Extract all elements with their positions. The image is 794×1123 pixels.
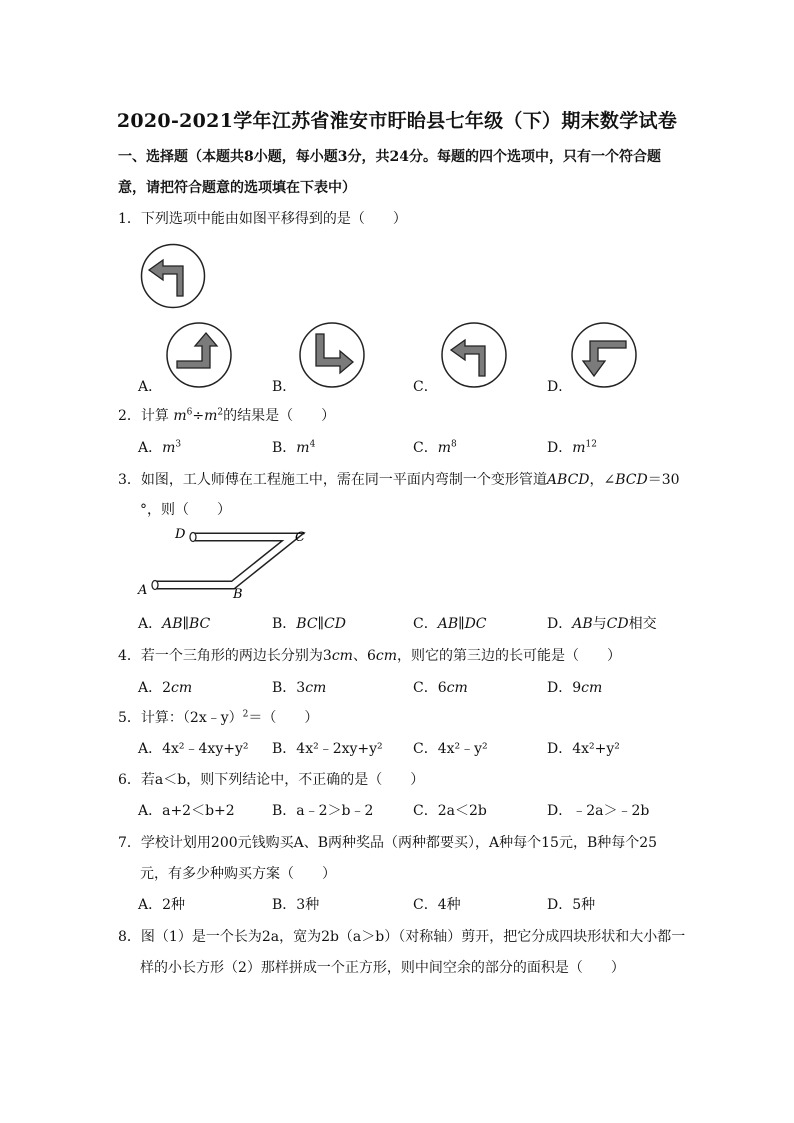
q3-pipe-figure bbox=[135, 525, 315, 600]
section-header-line2: 意，请把符合题意的选项填在下表中） bbox=[118, 180, 356, 196]
q4-option-c[interactable]: C．6cm bbox=[413, 680, 468, 696]
q4-option-d[interactable]: D．9cm bbox=[547, 680, 603, 696]
q3-option-b[interactable]: B．BC∥CD bbox=[272, 616, 346, 632]
q4-option-a[interactable]: A．2cm bbox=[138, 680, 193, 696]
q1-option-d-figure bbox=[570, 321, 638, 389]
q6-option-d[interactable]: D．﹣2a＞﹣2b bbox=[547, 803, 650, 819]
q7-option-a[interactable]: A．2种 bbox=[138, 897, 186, 913]
q3-option-a[interactable]: A．AB∥BC bbox=[138, 616, 211, 632]
q3-option-d[interactable]: D．AB与CD相交 bbox=[547, 616, 657, 632]
question-7-line1: 7．学校计划用200元钱购买A、B两种奖品（两种都要买），A种每个15元，B种每个25 bbox=[118, 835, 658, 851]
q1-option-d-label[interactable]: D． bbox=[547, 379, 573, 395]
section-header-line1: 一、选择题（本题共8小题，每小题3分，共24分。每题的四个选项中，只有一个符合题 bbox=[118, 149, 661, 165]
q7-option-c[interactable]: C．4种 bbox=[413, 897, 461, 913]
page-title: 2020-2021学年江苏省淮安市盱眙县七年级（下）期末数学试卷 bbox=[116, 110, 678, 132]
q3-label-c: C bbox=[295, 530, 305, 545]
q2-option-d[interactable]: D．$m^{12}$ bbox=[547, 439, 597, 456]
question-3-line1: 3．如图，工人师傅在工程施工中，需在同一平面内弯制一个变形管道ABCD，∠BCD＝30 bbox=[118, 472, 680, 488]
q6-option-a[interactable]: A．a+2＜b+2 bbox=[138, 803, 235, 819]
q5-option-a[interactable]: A．4x²﹣4xy+y² bbox=[138, 741, 249, 757]
q3-label-d: D bbox=[175, 527, 186, 542]
question-8-line1: 8．图（1）是一个长为2a，宽为2b（a＞b）（对称轴）剪开，把它分成四块形状和大小都一 bbox=[118, 929, 686, 945]
question-7-line2: 元，有多少种购买方案（ ） bbox=[140, 866, 336, 882]
q1-option-a-label[interactable]: A． bbox=[138, 379, 163, 395]
question-8-line2: 样的小长方形（2）那样拼成一个正方形，则中间空余的部分的面积是（ ） bbox=[140, 960, 625, 976]
q2-option-b[interactable]: B．$m^4$ bbox=[272, 439, 316, 456]
q6-option-c[interactable]: C．2a＜2b bbox=[413, 803, 487, 819]
q5-option-b[interactable]: B．4x²﹣2xy+y² bbox=[272, 741, 383, 757]
question-4-text: 4．若一个三角形的两边长分别为3cm、6cm，则它的第三边的长可能是（ ） bbox=[118, 648, 621, 664]
question-5-text: 5．计算：（2x﹣y）$^2$＝（ ） bbox=[118, 709, 319, 726]
q6-option-b[interactable]: B．a﹣2＞b﹣2 bbox=[272, 803, 374, 819]
q2-option-c[interactable]: C．$m^8$ bbox=[413, 439, 457, 456]
q7-option-d[interactable]: D．5种 bbox=[547, 897, 596, 913]
q1-option-b-figure bbox=[298, 321, 366, 389]
q1-option-c-label[interactable]: C． bbox=[413, 379, 438, 395]
q1-reference-figure bbox=[140, 243, 206, 309]
q4-option-b[interactable]: B．3cm bbox=[272, 680, 327, 696]
q1-option-b-label[interactable]: B． bbox=[272, 379, 297, 395]
question-3-line2: °，则（ ） bbox=[140, 502, 231, 518]
q1-option-a-figure bbox=[165, 321, 233, 389]
question-6-text: 6．若a＜b，则下列结论中，不正确的是（ ） bbox=[118, 772, 425, 788]
q5-option-d[interactable]: D．4x²+y² bbox=[547, 741, 620, 757]
question-1-text: 1．下列选项中能由如图平移得到的是（ ） bbox=[118, 211, 407, 227]
q3-label-a: A bbox=[138, 583, 148, 598]
q3-label-b: B bbox=[233, 587, 243, 602]
question-2-text: 2．计算 $m^6\div m^2$的结果是（ ） bbox=[118, 407, 336, 424]
q3-option-c[interactable]: C．AB∥DC bbox=[413, 616, 487, 632]
q1-option-c-figure bbox=[440, 321, 508, 389]
q7-option-b[interactable]: B．3种 bbox=[272, 897, 320, 913]
q2-option-a[interactable]: A．$m^3$ bbox=[138, 439, 182, 456]
q5-option-c[interactable]: C．4x²﹣y² bbox=[413, 741, 488, 757]
